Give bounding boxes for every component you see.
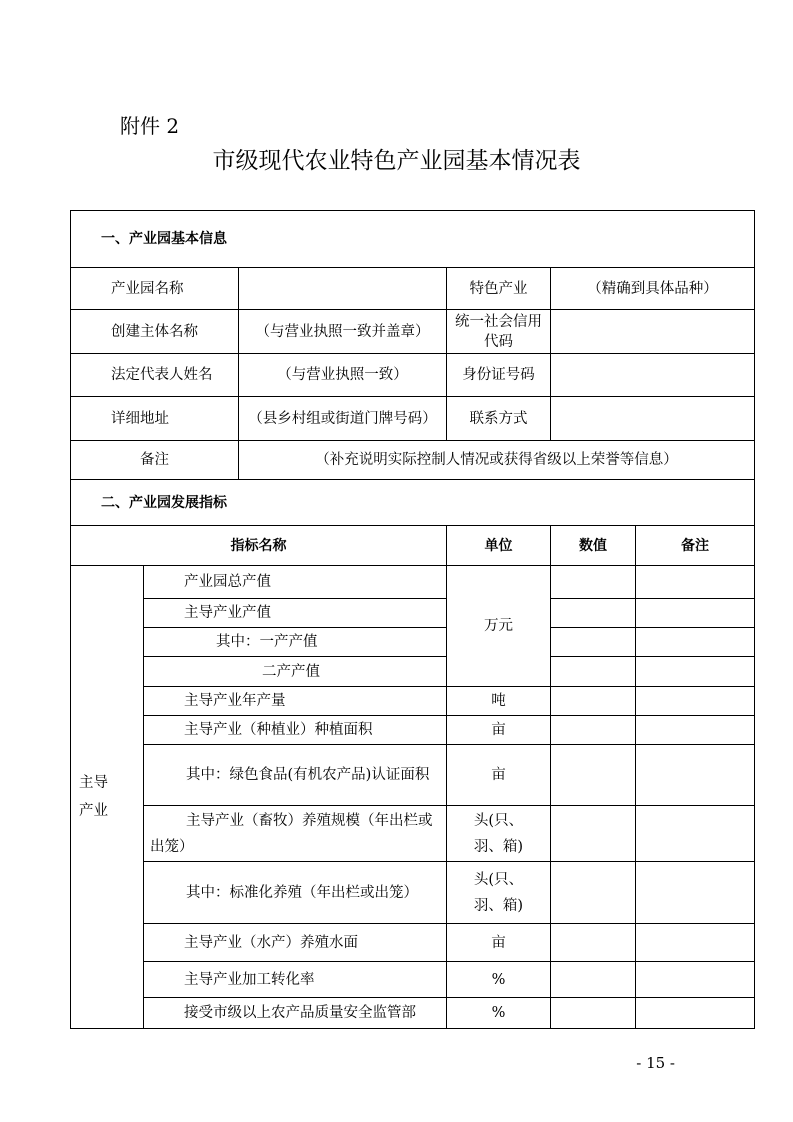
indicator-value[interactable] xyxy=(551,628,636,657)
indicator-unit: 吨 xyxy=(447,687,551,716)
contact-value[interactable] xyxy=(551,397,755,441)
indicator-remark[interactable] xyxy=(636,687,755,716)
info-row xyxy=(71,268,755,310)
indicator-unit: 头(只、羽、箱) xyxy=(447,862,551,924)
founder-name-label: 创建主体名称 xyxy=(71,310,239,354)
indicator-remark[interactable] xyxy=(636,998,755,1029)
table-row xyxy=(71,806,755,862)
indicator-unit: 头(只、羽、箱) xyxy=(447,806,551,862)
indicator-unit: 亩 xyxy=(447,924,551,962)
indicator-unit: 万元 xyxy=(447,566,551,687)
indicator-name: 主导产业年产量 xyxy=(144,687,447,716)
founder-name-value[interactable]: （与营业执照一致并盖章） xyxy=(239,310,447,354)
group-label-text: 主导产业 xyxy=(79,775,108,819)
indicator-remark[interactable] xyxy=(636,566,755,599)
table-row xyxy=(71,716,755,745)
credit-code-value[interactable] xyxy=(551,310,755,354)
indicator-remark[interactable] xyxy=(636,962,755,998)
indicator-name: 其中：绿色食品(有机农产品)认证面积 xyxy=(144,745,447,806)
table-row xyxy=(71,924,755,962)
info-row xyxy=(71,354,755,397)
table-row xyxy=(71,862,755,924)
indicator-header-row xyxy=(71,526,755,566)
indicator-value[interactable] xyxy=(551,962,636,998)
indicator-value[interactable] xyxy=(551,566,636,599)
feature-industry-label: 特色产业 xyxy=(447,268,551,310)
group-label-main-industry xyxy=(71,566,144,1029)
indicator-remark[interactable] xyxy=(636,716,755,745)
indicator-name: 其中：标准化养殖（年出栏或出笼） xyxy=(144,862,447,924)
indicator-value[interactable] xyxy=(551,745,636,806)
legal-rep-value[interactable]: （与营业执照一致） xyxy=(239,354,447,397)
indicator-name: 主导产业（畜牧）养殖规模（年出栏或出笼） xyxy=(144,806,447,862)
info-row xyxy=(71,310,755,354)
park-name-label: 产业园名称 xyxy=(71,268,239,310)
indicator-value[interactable] xyxy=(551,599,636,628)
indicator-unit: 亩 xyxy=(447,745,551,806)
table-row xyxy=(71,687,755,716)
address-label: 详细地址 xyxy=(71,397,239,441)
legal-rep-label: 法定代表人姓名 xyxy=(71,354,239,397)
indicator-remark[interactable] xyxy=(636,745,755,806)
table-row xyxy=(71,962,755,998)
indicator-name: 产业园总产值 xyxy=(144,566,447,599)
indicator-remark[interactable] xyxy=(636,806,755,862)
section2-heading: 二、产业园发展指标 xyxy=(71,480,755,526)
header-value: 数值 xyxy=(551,526,636,566)
indicator-value[interactable] xyxy=(551,924,636,962)
id-number-label: 身份证号码 xyxy=(447,354,551,397)
table-row xyxy=(71,599,755,628)
indicator-unit: 亩 xyxy=(447,716,551,745)
indicator-remark[interactable] xyxy=(636,862,755,924)
indicator-value[interactable] xyxy=(551,716,636,745)
header-remark: 备注 xyxy=(636,526,755,566)
section1-heading: 一、产业园基本信息 xyxy=(71,211,755,268)
indicator-name: 主导产业（种植业）种植面积 xyxy=(144,716,447,745)
remark-label: 备注 xyxy=(71,441,239,480)
page-number: - 15 - xyxy=(636,1054,675,1072)
indicator-unit: % xyxy=(447,962,551,998)
table-row xyxy=(71,657,755,687)
table-row xyxy=(71,745,755,806)
indicator-name: 其中：一产产值 xyxy=(144,628,447,657)
contact-label: 联系方式 xyxy=(447,397,551,441)
indicator-remark[interactable] xyxy=(636,657,755,687)
info-row xyxy=(71,397,755,441)
indicator-name: 主导产业（水产）养殖水面 xyxy=(144,924,447,962)
table-row xyxy=(71,628,755,657)
address-value[interactable]: （县乡村组或街道门牌号码） xyxy=(239,397,447,441)
indicator-remark[interactable] xyxy=(636,924,755,962)
indicator-value[interactable] xyxy=(551,806,636,862)
indicator-value[interactable] xyxy=(551,998,636,1029)
indicator-remark[interactable] xyxy=(636,628,755,657)
feature-industry-value[interactable]: （精确到具体品种） xyxy=(551,268,755,310)
remark-value[interactable]: （补充说明实际控制人情况或获得省级以上荣誉等信息） xyxy=(239,441,755,480)
id-number-value[interactable] xyxy=(551,354,755,397)
indicator-value[interactable] xyxy=(551,862,636,924)
document-title: 市级现代农业特色产业园基本情况表 xyxy=(212,148,581,174)
indicator-remark[interactable] xyxy=(636,599,755,628)
table-row xyxy=(71,998,755,1029)
annex-label: 附件 2 xyxy=(120,114,180,138)
indicator-name: 接受市级以上农产品质量安全监管部 xyxy=(144,998,447,1029)
table-row xyxy=(71,566,755,599)
basic-info-table xyxy=(70,210,755,1029)
header-unit: 单位 xyxy=(447,526,551,566)
indicator-value[interactable] xyxy=(551,687,636,716)
indicator-name: 二产产值 xyxy=(144,657,447,687)
indicator-name: 主导产业加工转化率 xyxy=(144,962,447,998)
indicator-value[interactable] xyxy=(551,657,636,687)
indicator-unit: % xyxy=(447,998,551,1029)
remark-row xyxy=(71,441,755,480)
indicator-name: 主导产业产值 xyxy=(144,599,447,628)
park-name-value[interactable] xyxy=(239,268,447,310)
header-indicator-name: 指标名称 xyxy=(71,526,447,566)
credit-code-label: 统一社会信用代码 xyxy=(447,310,551,354)
